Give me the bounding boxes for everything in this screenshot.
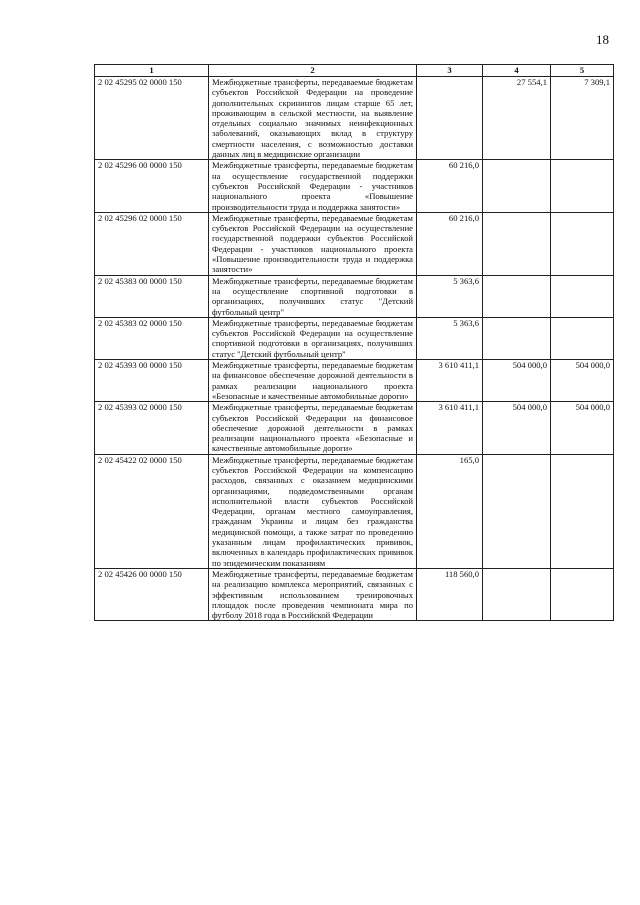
amount-col3: 5 363,6 bbox=[417, 275, 483, 317]
column-header-2: 2 bbox=[209, 65, 417, 77]
table-row bbox=[95, 275, 614, 317]
table-row bbox=[95, 160, 614, 212]
amount-col3 bbox=[417, 77, 483, 160]
amount-col5 bbox=[551, 275, 614, 317]
amount-col5: 7 309,1 bbox=[551, 77, 614, 160]
amount-col3: 60 216,0 bbox=[417, 160, 483, 212]
budget-code: 2 02 45393 02 0000 150 bbox=[95, 402, 209, 454]
row-description: Межбюджетные трансферты, передаваемые бюджетам на осуществление государственной поддержки субъектов Российской Федерации - участников национального проекта «Повышение производительности труда и поддержка занятости» bbox=[209, 160, 417, 212]
row-description: Межбюджетные трансферты, передаваемые бюджетам субъектов Российской Федерации на осуществление спортивной подготовки в организациях, получивших статус "Детский футбольный центр" bbox=[209, 317, 417, 359]
amount-col3: 60 216,0 bbox=[417, 212, 483, 275]
amount-col5 bbox=[551, 568, 614, 620]
amount-col4 bbox=[483, 317, 551, 359]
amount-col3: 118 560,0 bbox=[417, 568, 483, 620]
budget-code: 2 02 45426 00 0000 150 bbox=[95, 568, 209, 620]
budget-code: 2 02 45296 00 0000 150 bbox=[95, 160, 209, 212]
row-description: Межбюджетные трансферты, передаваемые бюджетам субъектов Российской Федерации на компенсацию расходов, связанных с оказанием медицинскими организациями, подведомственными органам исполнительной власти субъектов Российской Федерации, органам местного самоуправления, гражданам Украины и лицам без гражданства медицинской помощи, а также затрат по проведению указанным лицам профилактических прививок, включенных в календарь профилактических прививок по эпидемическим показаниям bbox=[209, 454, 417, 568]
amount-col5 bbox=[551, 317, 614, 359]
table-row bbox=[95, 454, 614, 568]
row-description: Межбюджетные трансферты, передаваемые бюджетам на осуществление спортивной подготовки в организациях, получивших статус "Детский футбольный центр" bbox=[209, 275, 417, 317]
amount-col3: 3 610 411,1 bbox=[417, 402, 483, 454]
amount-col4 bbox=[483, 275, 551, 317]
amount-col3: 165,0 bbox=[417, 454, 483, 568]
column-header-3: 3 bbox=[417, 65, 483, 77]
budget-table bbox=[94, 64, 614, 621]
column-header-5: 5 bbox=[551, 65, 614, 77]
amount-col4 bbox=[483, 454, 551, 568]
amount-col5 bbox=[551, 454, 614, 568]
table-row bbox=[95, 212, 614, 275]
amount-col5 bbox=[551, 212, 614, 275]
row-description: Межбюджетные трансферты, передаваемые бюджетам субъектов Российской Федерации на проведение дополнительных скринингов лицам старше 65 лет, проживающим в сельской местности, на выявление отдельных социально значимых неинфекционных заболеваний, оказывающих вклад в структуру смертности населения, с возможностью доставки данных лиц в медицинские организации bbox=[209, 77, 417, 160]
amount-col4: 504 000,0 bbox=[483, 402, 551, 454]
amount-col5: 504 000,0 bbox=[551, 402, 614, 454]
amount-col5: 504 000,0 bbox=[551, 360, 614, 402]
amount-col5 bbox=[551, 160, 614, 212]
table-row bbox=[95, 360, 614, 402]
amount-col4: 27 554,1 bbox=[483, 77, 551, 160]
budget-code: 2 02 45295 02 0000 150 bbox=[95, 77, 209, 160]
budget-code: 2 02 45296 02 0000 150 bbox=[95, 212, 209, 275]
amount-col4 bbox=[483, 212, 551, 275]
amount-col4 bbox=[483, 568, 551, 620]
budget-code: 2 02 45393 00 0000 150 bbox=[95, 360, 209, 402]
budget-code: 2 02 45422 02 0000 150 bbox=[95, 454, 209, 568]
column-header-1: 1 bbox=[95, 65, 209, 77]
amount-col4: 504 000,0 bbox=[483, 360, 551, 402]
page-number: 18 bbox=[596, 32, 609, 47]
table-row bbox=[95, 402, 614, 454]
row-description: Межбюджетные трансферты, передаваемые бюджетам на реализацию комплекса мероприятий, связанных с эффективным использованием тренировочных площадок после проведения чемпионата мира по футболу 2018 года в Российской Федерации bbox=[209, 568, 417, 620]
table-row bbox=[95, 77, 614, 160]
table-header-row bbox=[95, 65, 614, 77]
row-description: Межбюджетные трансферты, передаваемые бюджетам на финансовое обеспечение дорожной деятельности в рамках реализации национального проекта «Безопасные и качественные автомобильные дороги» bbox=[209, 360, 417, 402]
amount-col3: 5 363,6 bbox=[417, 317, 483, 359]
row-description: Межбюджетные трансферты, передаваемые бюджетам субъектов Российской Федерации на осуществление государственной поддержки субъектов Российской Федерации - участников национального проекта «Повышение производительности труда и поддержка занятости» bbox=[209, 212, 417, 275]
amount-col3: 3 610 411,1 bbox=[417, 360, 483, 402]
row-description: Межбюджетные трансферты, передаваемые бюджетам субъектов Российской Федерации на финансовое обеспечение дорожной деятельности в рамках реализации национального проекта «Безопасные и качественные автомобильные дороги» bbox=[209, 402, 417, 454]
budget-code: 2 02 45383 00 0000 150 bbox=[95, 275, 209, 317]
column-header-4: 4 bbox=[483, 65, 551, 77]
amount-col4 bbox=[483, 160, 551, 212]
table-row bbox=[95, 317, 614, 359]
budget-code: 2 02 45383 02 0000 150 bbox=[95, 317, 209, 359]
table-row bbox=[95, 568, 614, 620]
